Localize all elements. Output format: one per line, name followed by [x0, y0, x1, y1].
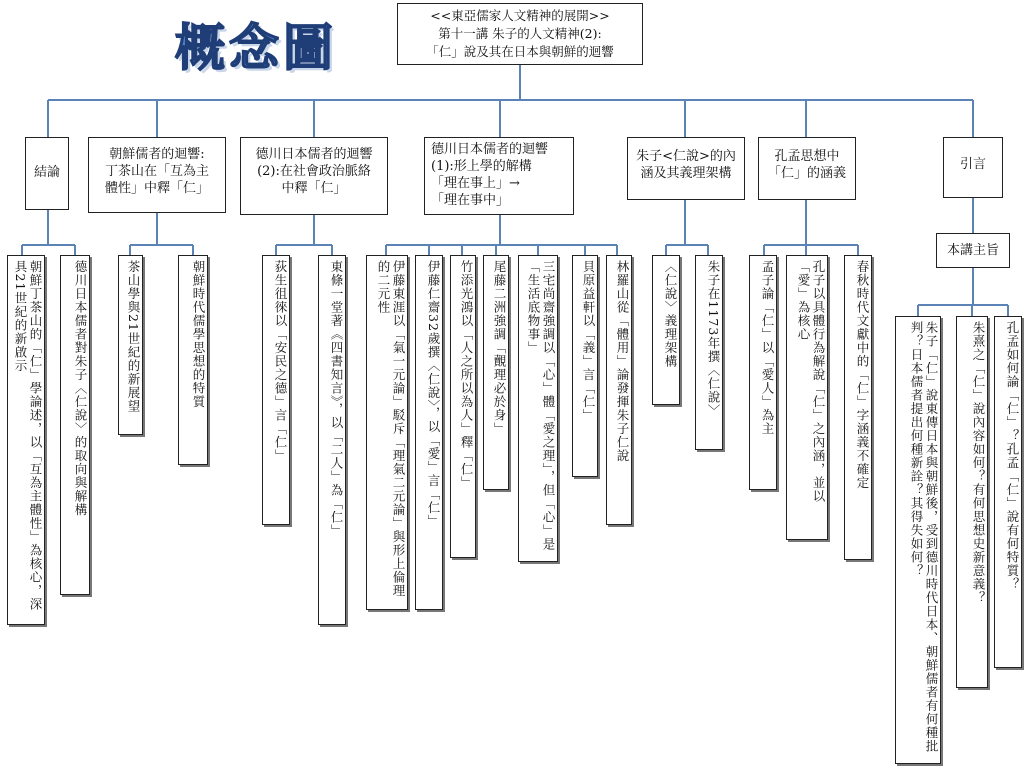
branch-tokugawa-2: 德川日本儒者的迴響 (2):在社會政治脈絡 中釋「仁」 [240, 137, 388, 215]
leaf-node: 春秋時代文獻中的「仁」字涵義不確定 [844, 255, 872, 560]
leaf-node: 貝原益軒以「義」言「仁」 [572, 255, 598, 477]
leaf-node: 德川日本儒者對朱子〈仁說〉的取向與解構 [60, 255, 90, 595]
leaf-node: 朱子「仁」說東傳日本與朝鮮後，受到德川時代日本、朝鮮儒者有何種批判？日本儒者提出何種新詮？其得失如何？ [895, 316, 941, 764]
leaf-node: 朝鮮時代儒學思想的特質 [178, 255, 208, 465]
leaf-node: 伊藤仁齋32歲撰〈仁說〉，以「愛」言「仁」 [415, 255, 443, 610]
branch-tokugawa-1: 德川日本儒者的迴響 (1):形上學的解構 「理在事上」→ 「理在事中」 [424, 137, 574, 215]
leaf-node: 〈仁說〉義理架構 [652, 255, 680, 405]
root-node: <<東亞儒家人文精神的展開>> 第十一講 朱子的人文精神(2): 「仁」說及其在日本與朝鮮的迴響 [397, 3, 643, 65]
leaf-node: 孔孟如何論「仁」？孔孟「仁」說有何特質？ [994, 316, 1022, 668]
leaf-node: 三宅尚齋強調以「心」體「愛之理」，但「心」是「生活底物事」 [518, 255, 558, 562]
leaf-node: 伊藤東涯以「氣一元論」駁斥「理氣二元論」與形上倫理的二元性 [366, 255, 408, 610]
branch-introduction: 引言 [943, 137, 1003, 198]
subtopic-main-theme: 本講主旨 [936, 233, 1010, 268]
leaf-node: 東條一堂著《四書知言》，以「二人」為「仁」 [318, 255, 346, 625]
branch-zhuzi-renshuo: 朱子<仁說>的內 涵及其義理架構 [627, 137, 745, 200]
leaf-node: 尾藤二洲強調「覿理必於身」 [483, 255, 509, 490]
page-title: 概念圖 [175, 19, 337, 77]
leaf-node: 荻生徂徠以「安民之德」言「仁」 [262, 255, 290, 525]
leaf-node: 竹添光鴻以「人之所以為人」釋「仁」 [450, 255, 476, 558]
branch-kongmeng: 孔孟思想中 「仁」的涵義 [758, 137, 856, 200]
leaf-node: 孟子論「仁」以「愛人」為主 [749, 255, 777, 490]
leaf-node: 朝鮮丁茶山的「仁」學論述，以「互為主體性」為核心，深具21世紀的新啟示 [7, 255, 45, 625]
leaf-node: 孔子以具體行為解說「仁」之內涵，並以「愛」為核心 [786, 255, 828, 540]
branch-conclusion: 結論 [25, 137, 69, 210]
leaf-node: 朱子在1173年撰〈仁說〉 [695, 255, 723, 450]
leaf-node: 茶山學與21世紀的新展望 [118, 255, 143, 435]
leaf-node: 朱熹之「仁」說內容如何？有何思想史新意義？ [956, 316, 988, 688]
leaf-node: 林羅山從「體用」論發揮朱子仁說 [606, 255, 632, 525]
branch-korea: 朝鮮儒者的迴響: 丁茶山在「互為主 體性」中釋「仁」 [88, 137, 226, 213]
